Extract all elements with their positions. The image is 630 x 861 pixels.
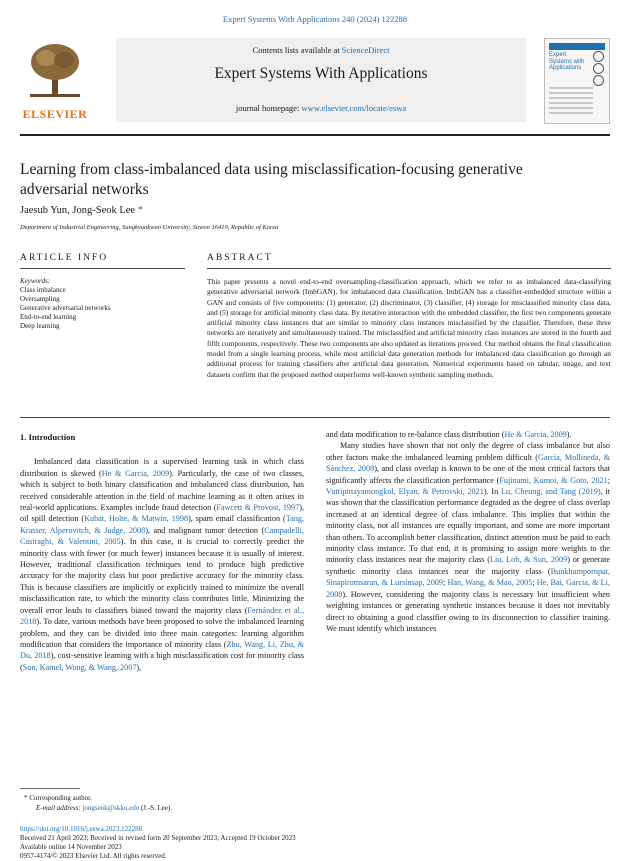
body-text: ), cost-sensitive learning with a high misclassification cost for minority class (: [20, 651, 304, 672]
journal-reference[interactable]: Expert Systems With Applications 240 (2024) 122288: [222, 14, 408, 24]
citation-link[interactable]: Liu, Loh, & Sun, 2009: [489, 555, 568, 565]
abstract-text: This paper presents a novel end-to-end oversampling-classification approach, which we refer to as imbalanced data-classifying generative adversarial network (ImbGAN), for imbalanced data classification. ImbGAN has a classifier-embedded structure within a GAN and consists of five components: (1) generator, (2) discriminator, (3) classifier, (4) storage for misclassified minority class data, and (5) storage for artificial minority class data. By iterative interaction with the embedded classifier, the first two components generate artificial minority class instances that are similar to minority class instances misclassified by the classifier. Therefore, these three networks are iteratively and simultaneously trained. The misclassified and artificial minority class instances are stored in the fourth and fifth components, respectively. These two components are also updated as iterations proceed. Our method obtains the final classification model from a single learning process, while most artificial data generation methods for imbalanced data classification go through an additional process for training classifiers after artificial data generation. Numerical experiments based on tabular, image, and text datasets confirm that the proposed method outperforms well-known synthetic sampling methods.: [207, 277, 611, 379]
body-text: Many studies have shown that not only the degree of class imbalance but also other factors make the imbalanced learning problem difficult (: [326, 441, 610, 462]
elsevier-wordmark: ELSEVIER: [22, 107, 88, 121]
citation-link[interactable]: Campadelli, Casiraghi, & Valentini, 2005: [20, 525, 304, 547]
body-paragraph: [326, 429, 610, 440]
author-list: [20, 205, 143, 216]
citation-link[interactable]: García, Mollineda, & Sánchez, 2008: [326, 452, 610, 474]
citation-link[interactable]: Fawcett & Provost, 1997: [216, 503, 300, 513]
copyright: 0957-4174/© 2023 Elsevier Ltd. All rights reserved.: [20, 852, 167, 860]
body-text: ). In this case, it is crucial to correctly predict the minority class with fewer (or much fewer) instances because it is usually of interest. However, traditional classification techniques tend to produce high predictive accuracy for the majority class but poor predictive accuracy for the minority class. This is because classifiers are implicitly or explicitly trained to minimize the overall misclassification rate, to which the minority class contributes little. Minimizing the overall error leads to classifiers biased toward the majority class (: [20, 537, 304, 615]
email-link[interactable]: jongseok@skku.edu: [82, 803, 140, 812]
body-text: ). Particularly, the case of two classes, which is subject to both binary classification and imbalanced class distribution, has received considerable attention in the field of machine learning as it often arises in real-world applications. Examples include fraud detection (: [20, 468, 304, 513]
citation-link[interactable]: Han, Wang, & Mao, 2005: [447, 578, 533, 588]
citation-link[interactable]: Lu, Cheung, and Tang (2019): [501, 487, 601, 497]
corresponding-footnote: [24, 794, 172, 804]
received-dates: Received 21 April 2023; Received in revised form 20 September 2023; Accepted 19 October 2023: [20, 834, 296, 842]
body-text: ). However, considering the majority class is necessary but insufficient when weighting instances or generating synthetic instances because it does not inevitably direct to obtaining a good classifier owing to its disconnection to classifier training. We must identify which instances: [326, 589, 610, 633]
citation-link[interactable]: He & Garcia, 2009: [101, 468, 170, 478]
article-info-rule: [20, 268, 185, 269]
homepage-prefix: journal homepage:: [235, 103, 302, 113]
elsevier-tree-icon: [26, 40, 84, 100]
section-heading-introduction: 1. Introduction: [20, 432, 76, 442]
citation-link[interactable]: Vuttipittayamongkol, Elyan, & Petrovski, 2021: [326, 487, 484, 497]
keyword: Generative adversarial networks: [20, 304, 111, 312]
citation-link[interactable]: He & Garcia, 2009: [504, 430, 567, 439]
body-text: ). In: [483, 487, 502, 497]
abstract-heading: ABSTRACT: [207, 253, 273, 263]
body-text: ;: [532, 578, 537, 588]
body-text: ), and malignant tumor detection (: [145, 525, 265, 535]
body-text: ), spam email classification (: [188, 514, 286, 524]
email-suffix: (J.-S. Lee).: [139, 803, 173, 812]
author-names: Jaesub Yun, Jong-Seok Lee: [20, 205, 136, 216]
contents-line: [116, 45, 526, 55]
left-column: [20, 432, 304, 673]
citation-link[interactable]: Fujinami, Kumoi, & Goto, 2021: [499, 475, 608, 485]
elsevier-logo: [20, 38, 90, 122]
footnote-rule: [20, 788, 80, 789]
abstract-end-rule: [20, 417, 610, 418]
body-text: ). To date, various methods have been proposed to solve the imbalanced learning problem, and they can be divided into three main categories: learning algorithm modification that considers the importance of minority class (: [20, 617, 304, 649]
right-column: [326, 429, 610, 634]
cover-text-lines: [549, 87, 593, 117]
right-column-paragraphs: [326, 429, 610, 634]
body-paragraph: [20, 456, 304, 673]
corresponding-author-mark[interactable]: *: [135, 205, 143, 216]
body-text: ) or generate synthetic minority class instances near the majority class (: [326, 555, 611, 576]
email-footnote: [24, 804, 172, 814]
journal-homepage-link[interactable]: www.elsevier.com/locate/eswa: [301, 103, 407, 113]
journal-cover-thumbnail[interactable]: [544, 38, 610, 124]
article-history: [20, 825, 296, 861]
email-label: E-mail address:: [36, 803, 81, 812]
masthead-banner: [116, 38, 526, 122]
keyword: Deep learning: [20, 322, 60, 330]
keyword: End-to-end learning: [20, 313, 77, 321]
sciencedirect-link[interactable]: ScienceDirect: [341, 45, 390, 55]
doi-link[interactable]: https://doi.org/10.1016/j.eswa.2023.122288: [20, 825, 143, 833]
article-title: Learning from class-imbalanced data using misclassification-focusing generative adversarial networks: [20, 161, 523, 198]
citation-link[interactable]: Zhu, Wang, Li, Zhu, & Du, 2018: [20, 639, 304, 661]
body-text: , it was shown that the classification performance degraded as the degree of class overlap increased at an identical degree of class imbalance. This implies that within the minority class, not all instances are equally important, and some are more important than others. To accomplish better classification, distinct attention must be paid to each minority class instance. To that end, it is promising to assign more weights to the minority class instances near the majority class (: [326, 487, 610, 565]
affiliation: Department of Industrial Engineering, Sungkyunkwan University, Suwon 16419, Republic of Korea: [20, 224, 279, 231]
available-online: Available online 14 November 2023: [20, 843, 122, 851]
footnote: [24, 794, 172, 813]
body-text: ), oil spill detection (: [20, 503, 304, 524]
cover-title: Expert Systems with Applications: [549, 52, 585, 71]
body-text: Imbalanced data classification is a supervised learning task in which class distribution is skewed (: [20, 457, 304, 478]
citation-link[interactable]: Tang, Krasser, Alperovitch, & Judge, 2008: [20, 514, 304, 535]
abstract-rule: [207, 268, 611, 269]
masthead: [20, 38, 610, 126]
body-text: ).: [566, 430, 572, 439]
keyword: Class imbalance: [20, 286, 66, 294]
masthead-divider: [20, 134, 610, 136]
body-text: and data modification to re-balance class distribution (: [326, 430, 505, 439]
footnote-mark: *: [24, 794, 28, 802]
homepage-line: [116, 103, 526, 113]
article-info-heading: ARTICLE INFO: [20, 253, 109, 263]
keywords-label: Keywords:: [20, 277, 51, 285]
citation-link[interactable]: Sun, Kamel, Wong, & Wang, 2007: [22, 662, 137, 672]
body-text: ), and class overlap is known to be one of the most critical factors that significantly affects the classification performance (: [326, 464, 610, 485]
body-text: ;: [607, 475, 611, 485]
citation-link[interactable]: Bunkhumpornpat, Sinapiromsaran, & Lursinsap, 2009: [326, 566, 610, 588]
journal-title: Expert Systems With Applications: [214, 65, 428, 82]
citation-link[interactable]: He, Bai, Garcia, & Li, 2008: [326, 578, 610, 599]
keyword: Oversampling: [20, 295, 60, 303]
body-text: ;: [443, 578, 448, 588]
corresponding-label: Corresponding author.: [29, 794, 92, 802]
body-paragraph: [326, 440, 610, 634]
keywords-block: [20, 277, 180, 331]
citation-link[interactable]: Fernández et al., 2018: [20, 605, 304, 627]
citation-link[interactable]: Kubat, Holte, & Matwin, 1998: [84, 514, 189, 524]
cover-band: [549, 43, 605, 50]
left-column-paragraphs: [20, 456, 304, 673]
cover-icons: [593, 51, 605, 87]
contents-prefix: Contents lists available at: [252, 45, 342, 55]
body-text: ),: [136, 662, 142, 672]
